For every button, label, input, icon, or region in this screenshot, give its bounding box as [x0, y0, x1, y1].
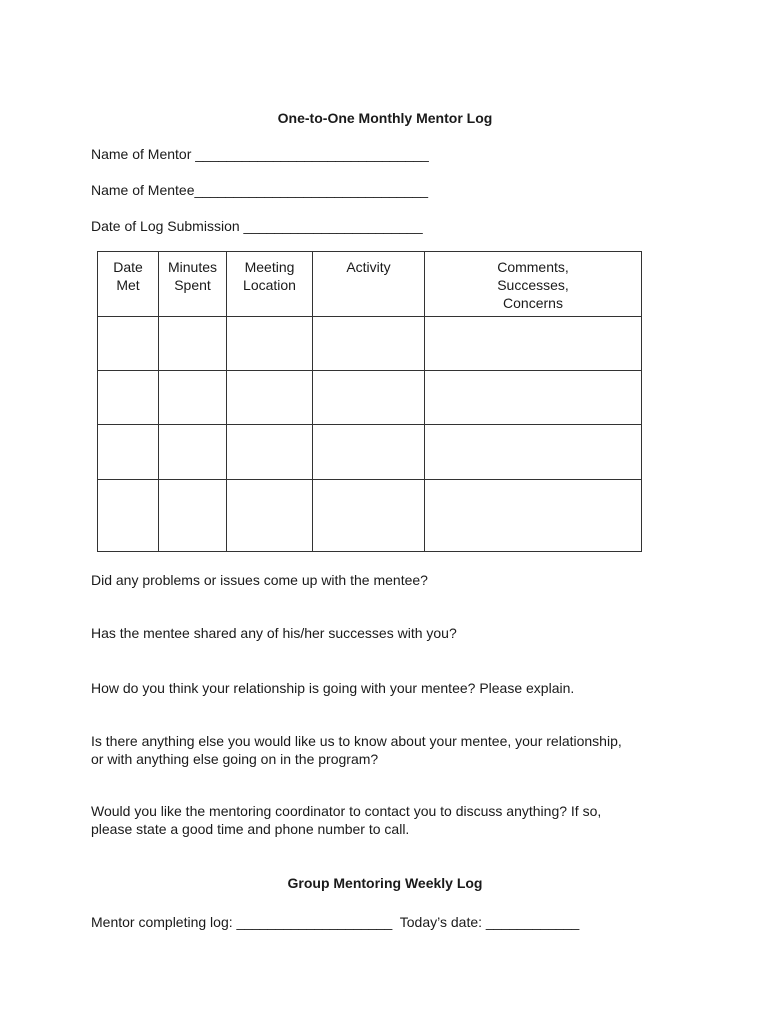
table-cell: [313, 479, 425, 551]
table-cell: [227, 479, 313, 551]
table-cell: [159, 317, 227, 371]
table-cell: [313, 317, 425, 371]
weekly-log-title: Group Mentoring Weekly Log: [287, 875, 483, 891]
mentee-name-field: Name of Mentee______________________________: [91, 182, 429, 198]
table-row: [98, 425, 642, 479]
table-cell: [313, 425, 425, 479]
table-cell: [425, 317, 642, 371]
table-cell: [98, 479, 159, 551]
mentor-completing-line: Mentor completing log: ____________________ Today’s date: ____________: [91, 914, 580, 930]
table-row: [98, 371, 642, 425]
table-cell: [227, 371, 313, 425]
table-cell: [98, 317, 159, 371]
table-row: [98, 479, 642, 551]
table-cell: [98, 425, 159, 479]
table-cell: [159, 425, 227, 479]
header-minutes-spent: Minutes Spent: [159, 252, 227, 317]
mentor-name-field: Name of Mentor ______________________________: [91, 146, 429, 162]
mentor-log-table: [97, 251, 642, 552]
table-cell: [425, 371, 642, 425]
table-row: [98, 317, 642, 371]
table-cell: [425, 479, 642, 551]
table-cell: [227, 425, 313, 479]
header-comments: Comments, Successes, Concerns: [425, 252, 642, 317]
submission-date-field: Date of Log Submission _______________________: [91, 218, 423, 234]
table-cell: [98, 371, 159, 425]
monthly-log-title: One-to-One Monthly Mentor Log: [277, 110, 493, 126]
table-header-row: [98, 252, 642, 317]
table-cell: [159, 371, 227, 425]
header-activity: Activity: [313, 252, 425, 317]
question-anything-else: Is there anything else you would like us to know about your mentee, your relationship, or with anything else going on in the program?: [91, 733, 622, 767]
header-meeting-location: Meeting Location: [227, 252, 313, 317]
question-successes: Has the mentee shared any of his/her successes with you?: [91, 625, 457, 641]
question-relationship: How do you think your relationship is going with your mentee? Please explain.: [91, 680, 575, 696]
question-problems: Did any problems or issues come up with the mentee?: [91, 572, 428, 588]
header-date-met: Date Met: [98, 252, 159, 317]
table-cell: [159, 479, 227, 551]
table-cell: [227, 317, 313, 371]
table-cell: [425, 425, 642, 479]
table-cell: [313, 371, 425, 425]
question-contact-coordinator: Would you like the mentoring coordinator to contact you to discuss anything? If so, please state a good time and phone number to call.: [91, 803, 602, 837]
